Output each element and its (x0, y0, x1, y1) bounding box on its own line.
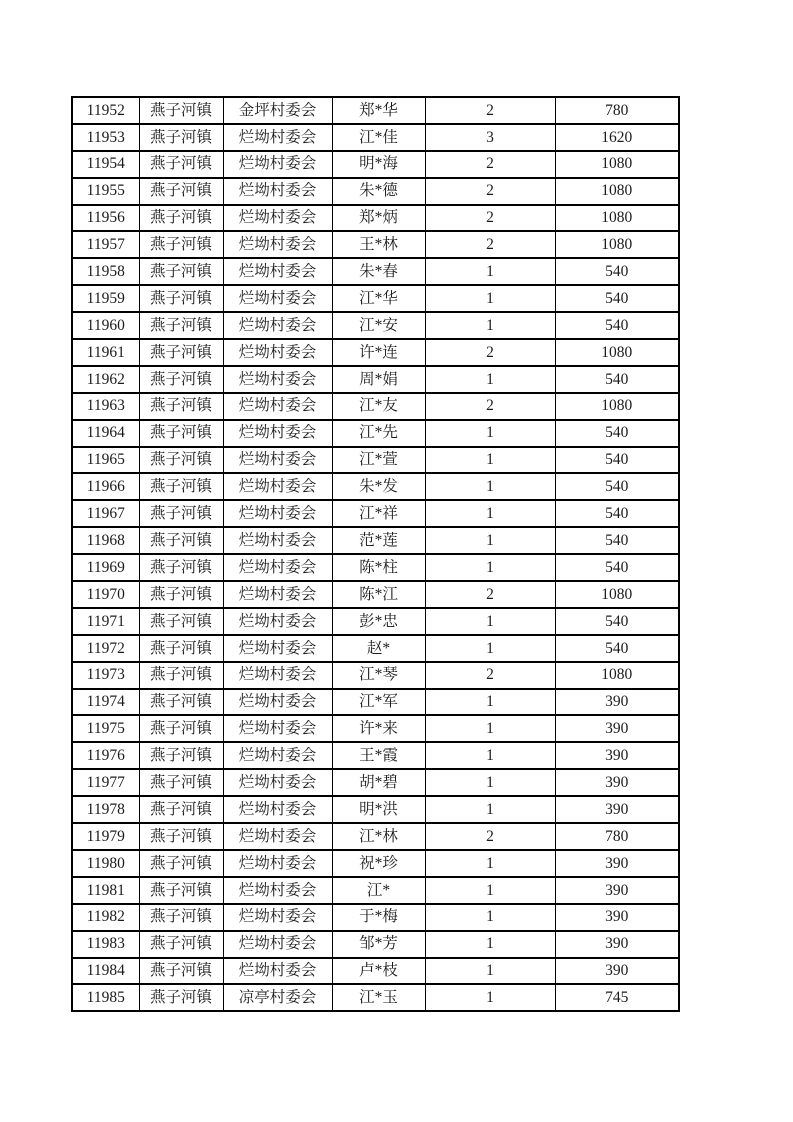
cell-id: 11974 (72, 689, 139, 716)
cell-count: 1 (425, 769, 555, 796)
cell-village: 烂坳村委会 (223, 958, 332, 985)
cell-id: 11985 (72, 984, 139, 1011)
cell-name: 江*林 (332, 823, 425, 850)
cell-count: 2 (425, 178, 555, 205)
cell-count: 1 (425, 904, 555, 931)
cell-name: 朱*春 (332, 258, 425, 285)
table-row (72, 581, 679, 608)
cell-count: 1 (425, 877, 555, 904)
cell-village: 烂坳村委会 (223, 339, 332, 366)
cell-town: 燕子河镇 (139, 285, 223, 312)
table-row (72, 151, 679, 178)
cell-count: 2 (425, 581, 555, 608)
table-row (72, 689, 679, 716)
cell-amount: 390 (555, 877, 679, 904)
table-row (72, 205, 679, 232)
cell-amount: 780 (555, 823, 679, 850)
cell-name: 江* (332, 877, 425, 904)
cell-count: 1 (425, 447, 555, 474)
cell-id: 11977 (72, 769, 139, 796)
cell-id: 11958 (72, 258, 139, 285)
cell-town: 燕子河镇 (139, 178, 223, 205)
cell-village: 烂坳村委会 (223, 635, 332, 662)
cell-village: 烂坳村委会 (223, 527, 332, 554)
cell-id: 11980 (72, 850, 139, 877)
cell-village: 烂坳村委会 (223, 473, 332, 500)
cell-amount: 390 (555, 742, 679, 769)
cell-name: 明*海 (332, 151, 425, 178)
cell-id: 11968 (72, 527, 139, 554)
cell-count: 2 (425, 393, 555, 420)
table-row (72, 904, 679, 931)
cell-amount: 540 (555, 285, 679, 312)
table-row (72, 554, 679, 581)
cell-name: 朱*发 (332, 473, 425, 500)
cell-id: 11963 (72, 393, 139, 420)
table-row (72, 823, 679, 850)
table-body (72, 97, 679, 1011)
cell-count: 1 (425, 931, 555, 958)
cell-village: 烂坳村委会 (223, 231, 332, 258)
subsidy-table (71, 96, 680, 1012)
cell-amount: 390 (555, 958, 679, 985)
cell-id: 11953 (72, 124, 139, 151)
cell-count: 1 (425, 366, 555, 393)
cell-village: 烂坳村委会 (223, 850, 332, 877)
cell-amount: 1080 (555, 231, 679, 258)
cell-village: 烂坳村委会 (223, 742, 332, 769)
cell-village: 烂坳村委会 (223, 285, 332, 312)
cell-town: 燕子河镇 (139, 581, 223, 608)
cell-name: 王*霞 (332, 742, 425, 769)
cell-amount: 540 (555, 554, 679, 581)
cell-village: 烂坳村委会 (223, 258, 332, 285)
cell-name: 明*洪 (332, 796, 425, 823)
cell-village: 烂坳村委会 (223, 393, 332, 420)
cell-count: 1 (425, 554, 555, 581)
cell-id: 11981 (72, 877, 139, 904)
cell-count: 1 (425, 473, 555, 500)
cell-id: 11973 (72, 662, 139, 689)
cell-id: 11966 (72, 473, 139, 500)
cell-id: 11979 (72, 823, 139, 850)
cell-town: 燕子河镇 (139, 984, 223, 1011)
table-row (72, 178, 679, 205)
table-row (72, 473, 679, 500)
cell-village: 烂坳村委会 (223, 581, 332, 608)
cell-amount: 390 (555, 796, 679, 823)
cell-town: 燕子河镇 (139, 366, 223, 393)
table-row (72, 500, 679, 527)
cell-amount: 1080 (555, 339, 679, 366)
cell-count: 2 (425, 231, 555, 258)
cell-id: 11969 (72, 554, 139, 581)
cell-count: 1 (425, 527, 555, 554)
cell-count: 2 (425, 339, 555, 366)
cell-village: 烂坳村委会 (223, 608, 332, 635)
cell-village: 烂坳村委会 (223, 178, 332, 205)
table-row (72, 393, 679, 420)
cell-id: 11972 (72, 635, 139, 662)
cell-town: 燕子河镇 (139, 931, 223, 958)
table-row (72, 527, 679, 554)
cell-name: 邹*芳 (332, 931, 425, 958)
cell-name: 陈*柱 (332, 554, 425, 581)
cell-amount: 1080 (555, 662, 679, 689)
cell-town: 燕子河镇 (139, 850, 223, 877)
cell-town: 燕子河镇 (139, 635, 223, 662)
cell-id: 11961 (72, 339, 139, 366)
cell-amount: 540 (555, 608, 679, 635)
cell-amount: 390 (555, 904, 679, 931)
cell-amount: 540 (555, 473, 679, 500)
cell-count: 2 (425, 205, 555, 232)
cell-count: 1 (425, 958, 555, 985)
cell-count: 1 (425, 796, 555, 823)
cell-name: 江*祥 (332, 500, 425, 527)
cell-count: 1 (425, 420, 555, 447)
cell-amount: 1080 (555, 581, 679, 608)
cell-town: 燕子河镇 (139, 393, 223, 420)
cell-count: 1 (425, 984, 555, 1011)
table-row (72, 447, 679, 474)
cell-town: 燕子河镇 (139, 877, 223, 904)
cell-village: 烂坳村委会 (223, 662, 332, 689)
cell-amount: 780 (555, 97, 679, 124)
table-row (72, 850, 679, 877)
cell-count: 1 (425, 258, 555, 285)
cell-town: 燕子河镇 (139, 500, 223, 527)
cell-id: 11984 (72, 958, 139, 985)
cell-count: 1 (425, 715, 555, 742)
cell-village: 烂坳村委会 (223, 689, 332, 716)
cell-amount: 1620 (555, 124, 679, 151)
cell-count: 1 (425, 285, 555, 312)
cell-amount: 390 (555, 769, 679, 796)
cell-village: 烂坳村委会 (223, 366, 332, 393)
cell-amount: 540 (555, 420, 679, 447)
cell-count: 2 (425, 97, 555, 124)
cell-name: 祝*珍 (332, 850, 425, 877)
cell-village: 烂坳村委会 (223, 151, 332, 178)
cell-town: 燕子河镇 (139, 151, 223, 178)
cell-count: 3 (425, 124, 555, 151)
cell-town: 燕子河镇 (139, 769, 223, 796)
cell-amount: 1080 (555, 178, 679, 205)
table-row (72, 312, 679, 339)
cell-count: 1 (425, 500, 555, 527)
cell-village: 烂坳村委会 (223, 420, 332, 447)
cell-town: 燕子河镇 (139, 742, 223, 769)
cell-id: 11978 (72, 796, 139, 823)
cell-town: 燕子河镇 (139, 527, 223, 554)
table-row (72, 97, 679, 124)
table-row (72, 984, 679, 1011)
cell-id: 11971 (72, 608, 139, 635)
cell-count: 1 (425, 850, 555, 877)
table-row (72, 769, 679, 796)
cell-name: 江*军 (332, 689, 425, 716)
cell-village: 烂坳村委会 (223, 312, 332, 339)
cell-amount: 1080 (555, 393, 679, 420)
cell-name: 王*林 (332, 231, 425, 258)
cell-village: 烂坳村委会 (223, 447, 332, 474)
cell-amount: 540 (555, 635, 679, 662)
cell-id: 11983 (72, 931, 139, 958)
cell-town: 燕子河镇 (139, 554, 223, 581)
table-row (72, 931, 679, 958)
cell-name: 江*琴 (332, 662, 425, 689)
cell-village: 烂坳村委会 (223, 904, 332, 931)
cell-amount: 1080 (555, 151, 679, 178)
cell-town: 燕子河镇 (139, 231, 223, 258)
cell-name: 江*萱 (332, 447, 425, 474)
cell-name: 江*玉 (332, 984, 425, 1011)
cell-village: 金坪村委会 (223, 97, 332, 124)
table-row (72, 366, 679, 393)
cell-town: 燕子河镇 (139, 823, 223, 850)
cell-village: 烂坳村委会 (223, 124, 332, 151)
table-row (72, 877, 679, 904)
cell-count: 1 (425, 312, 555, 339)
cell-id: 11975 (72, 715, 139, 742)
cell-count: 1 (425, 635, 555, 662)
cell-town: 燕子河镇 (139, 420, 223, 447)
cell-village: 烂坳村委会 (223, 554, 332, 581)
table-row (72, 608, 679, 635)
cell-village: 凉亭村委会 (223, 984, 332, 1011)
cell-count: 2 (425, 823, 555, 850)
cell-amount: 745 (555, 984, 679, 1011)
cell-village: 烂坳村委会 (223, 500, 332, 527)
cell-name: 陈*江 (332, 581, 425, 608)
cell-id: 11955 (72, 178, 139, 205)
cell-amount: 540 (555, 447, 679, 474)
cell-town: 燕子河镇 (139, 97, 223, 124)
cell-id: 11959 (72, 285, 139, 312)
cell-name: 郑*华 (332, 97, 425, 124)
cell-town: 燕子河镇 (139, 124, 223, 151)
cell-amount: 540 (555, 258, 679, 285)
cell-town: 燕子河镇 (139, 958, 223, 985)
cell-id: 11960 (72, 312, 139, 339)
cell-town: 燕子河镇 (139, 339, 223, 366)
cell-town: 燕子河镇 (139, 715, 223, 742)
cell-name: 于*梅 (332, 904, 425, 931)
cell-name: 朱*德 (332, 178, 425, 205)
table-row (72, 339, 679, 366)
cell-name: 卢*枝 (332, 958, 425, 985)
cell-amount: 540 (555, 500, 679, 527)
cell-amount: 390 (555, 715, 679, 742)
table-row (72, 420, 679, 447)
cell-town: 燕子河镇 (139, 447, 223, 474)
cell-town: 燕子河镇 (139, 796, 223, 823)
cell-amount: 390 (555, 931, 679, 958)
table-row (72, 662, 679, 689)
cell-village: 烂坳村委会 (223, 931, 332, 958)
cell-town: 燕子河镇 (139, 473, 223, 500)
cell-count: 2 (425, 662, 555, 689)
table-row (72, 958, 679, 985)
cell-name: 彭*忠 (332, 608, 425, 635)
table-row (72, 258, 679, 285)
cell-town: 燕子河镇 (139, 662, 223, 689)
cell-name: 周*娟 (332, 366, 425, 393)
cell-id: 11962 (72, 366, 139, 393)
cell-village: 烂坳村委会 (223, 715, 332, 742)
cell-village: 烂坳村委会 (223, 205, 332, 232)
cell-amount: 390 (555, 689, 679, 716)
cell-name: 胡*碧 (332, 769, 425, 796)
cell-town: 燕子河镇 (139, 312, 223, 339)
cell-count: 1 (425, 742, 555, 769)
table-row (72, 231, 679, 258)
cell-name: 江*先 (332, 420, 425, 447)
cell-name: 江*佳 (332, 124, 425, 151)
cell-name: 江*华 (332, 285, 425, 312)
cell-count: 2 (425, 151, 555, 178)
cell-amount: 540 (555, 527, 679, 554)
table-row (72, 285, 679, 312)
cell-town: 燕子河镇 (139, 608, 223, 635)
cell-name: 范*莲 (332, 527, 425, 554)
cell-amount: 390 (555, 850, 679, 877)
cell-id: 11952 (72, 97, 139, 124)
cell-amount: 540 (555, 312, 679, 339)
cell-name: 许*来 (332, 715, 425, 742)
cell-count: 1 (425, 608, 555, 635)
table-row (72, 715, 679, 742)
table-row (72, 635, 679, 662)
cell-id: 11976 (72, 742, 139, 769)
cell-id: 11957 (72, 231, 139, 258)
cell-town: 燕子河镇 (139, 904, 223, 931)
cell-town: 燕子河镇 (139, 205, 223, 232)
cell-town: 燕子河镇 (139, 689, 223, 716)
table-row (72, 796, 679, 823)
table-row (72, 124, 679, 151)
cell-id: 11982 (72, 904, 139, 931)
table-row (72, 742, 679, 769)
cell-id: 11956 (72, 205, 139, 232)
cell-name: 许*连 (332, 339, 425, 366)
cell-id: 11970 (72, 581, 139, 608)
cell-amount: 1080 (555, 205, 679, 232)
cell-name: 江*安 (332, 312, 425, 339)
cell-count: 1 (425, 689, 555, 716)
cell-village: 烂坳村委会 (223, 823, 332, 850)
cell-id: 11964 (72, 420, 139, 447)
cell-village: 烂坳村委会 (223, 769, 332, 796)
cell-town: 燕子河镇 (139, 258, 223, 285)
cell-id: 11965 (72, 447, 139, 474)
cell-id: 11967 (72, 500, 139, 527)
cell-village: 烂坳村委会 (223, 877, 332, 904)
cell-village: 烂坳村委会 (223, 796, 332, 823)
cell-name: 郑*炳 (332, 205, 425, 232)
cell-name: 赵* (332, 635, 425, 662)
cell-name: 江*友 (332, 393, 425, 420)
cell-amount: 540 (555, 366, 679, 393)
cell-id: 11954 (72, 151, 139, 178)
